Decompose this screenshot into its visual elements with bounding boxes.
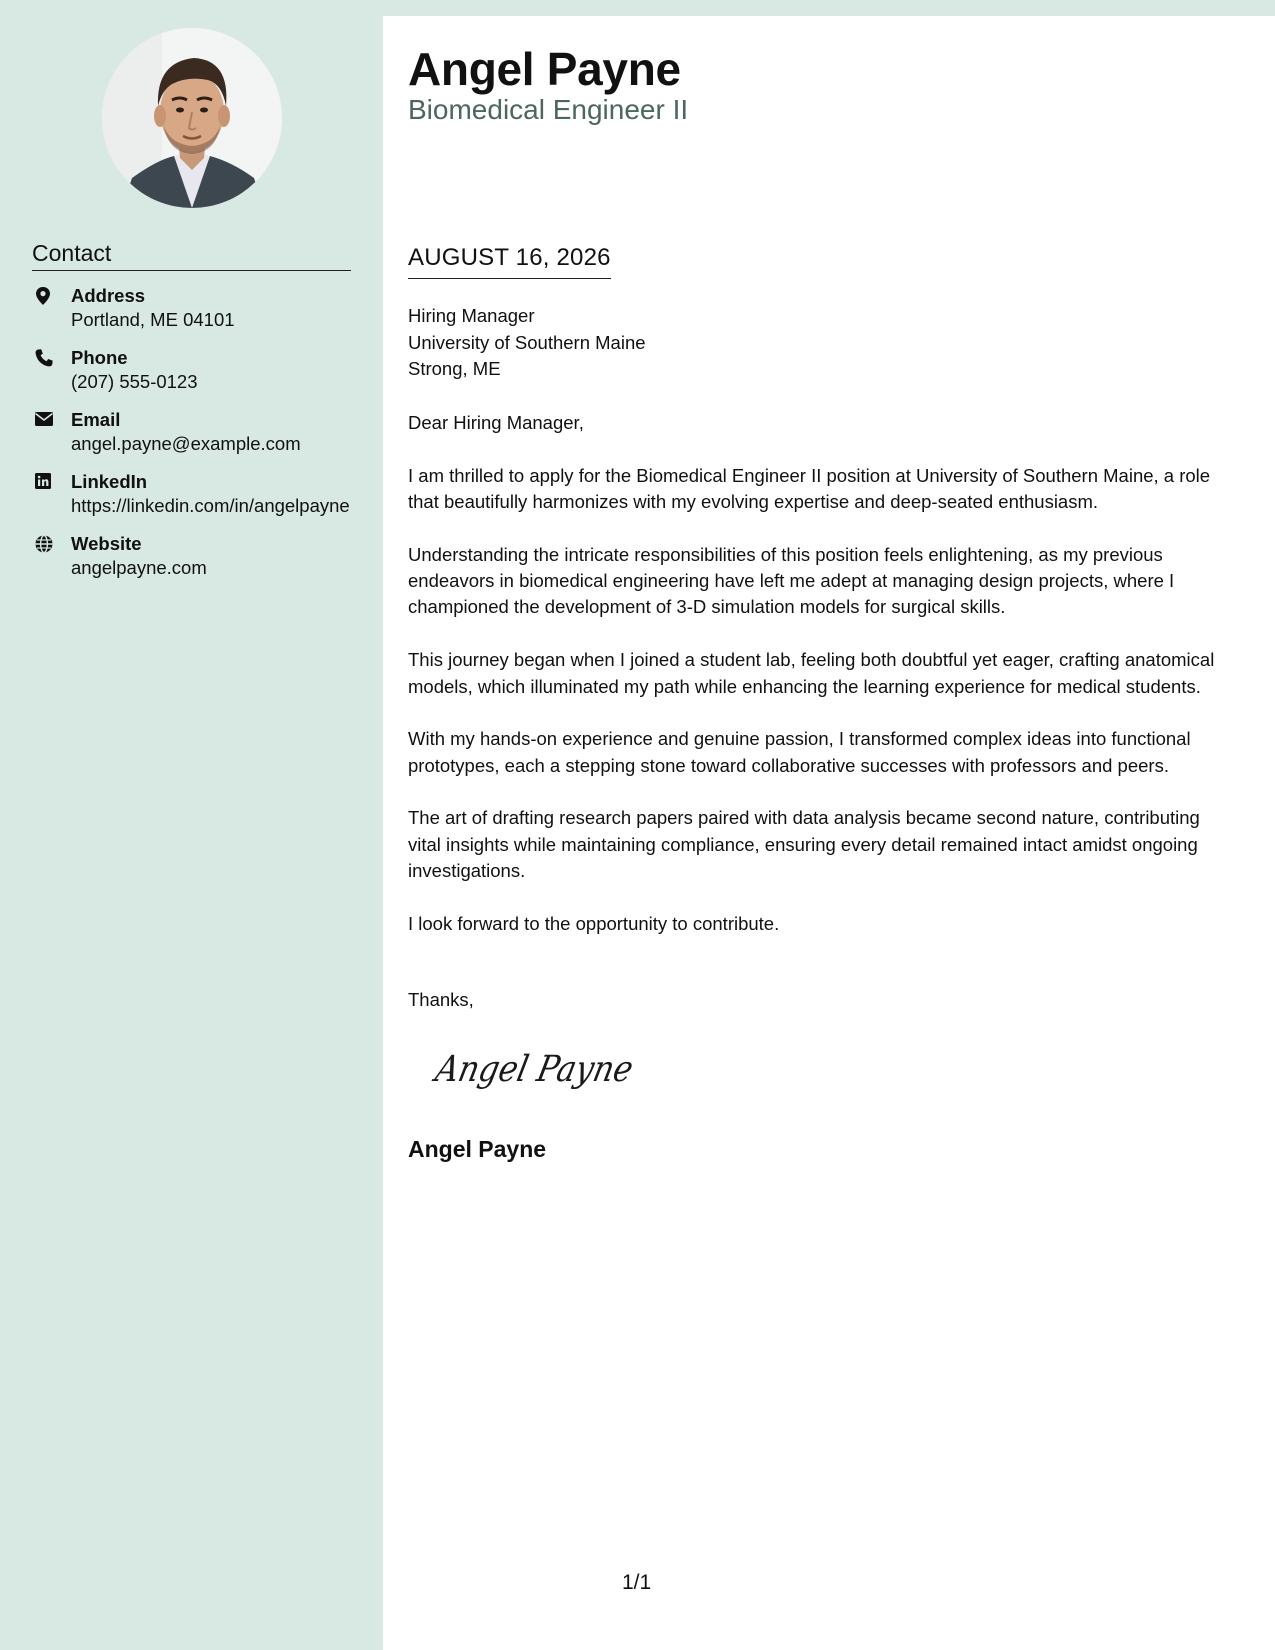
contact-label: Website xyxy=(71,533,142,554)
contact-label: LinkedIn xyxy=(71,471,148,492)
contact-list xyxy=(32,284,352,594)
globe-icon xyxy=(34,534,52,552)
recipient-block xyxy=(408,303,1228,383)
body-paragraph: I am thrilled to apply for the Biomedical Engineer II position at University of Southern Maine, a role that beautifully harmonizes with my evolving expertise and deep-seated enthusiasm. xyxy=(408,464,1211,513)
recipient-line: Strong, ME xyxy=(408,358,501,379)
contact-label: Email xyxy=(71,409,121,430)
body-paragraph: The art of drafting research papers paired with data analysis became second nature, contributing vital insights while maintaining compliance, ensuring every detail remained intact amidst ongoing investigations. xyxy=(408,807,1200,882)
recipient-line: Hiring Manager xyxy=(408,305,535,326)
email-value[interactable]: angel.payne@example.com xyxy=(71,433,301,454)
phone-icon xyxy=(34,348,52,366)
contact-label: Address xyxy=(71,285,146,306)
body-paragraph: With my hands-on experience and genuine passion, I transformed complex ideas into functional prototypes, each a stepping stone toward collaborative successes with professors and peers. xyxy=(408,728,1191,776)
page-number: 1/1 xyxy=(622,1571,652,1594)
salutation: Dear Hiring Manager, xyxy=(408,412,584,433)
contact-item-address xyxy=(32,284,352,332)
letter-date: AUGUST 16, 2026 xyxy=(408,244,611,279)
job-title: Biomedical Engineer II xyxy=(408,94,689,125)
recipient-line: University of Southern Maine xyxy=(408,331,646,353)
contact-label: Phone xyxy=(71,347,128,368)
profile-photo xyxy=(102,28,282,208)
contact-item-email xyxy=(32,408,352,456)
map-pin-icon xyxy=(34,286,52,304)
website-value[interactable]: angelpayne.com xyxy=(71,557,207,578)
address-value: Portland, ME 04101 xyxy=(71,309,235,330)
body-paragraph: This journey began when I joined a student lab, feeling both doubtful yet eager, crafting anatomical models, which illuminated my path while enhancing the learning experience for medical students. xyxy=(408,649,1215,697)
body-paragraph: Understanding the intricate responsibilities of this position feels enlightening, as my previous endeavors in biomedical engineering have left me adept at managing design projects, where I championed the development of 3-D simulation models for surgical skills. xyxy=(408,543,1175,618)
contact-item-phone xyxy=(32,346,352,394)
applicant-name: Angel Payne xyxy=(408,43,681,95)
linkedin-value[interactable]: https://linkedin.com/in/angelpayne xyxy=(71,495,350,516)
svg-text:Angel Payne: Angel Payne xyxy=(432,1047,650,1090)
envelope-icon xyxy=(34,410,52,428)
contact-heading: Contact xyxy=(32,240,351,271)
signature-image xyxy=(430,1043,650,1095)
contact-item-website xyxy=(32,532,352,580)
linkedin-icon xyxy=(34,472,52,490)
body-paragraph: I look forward to the opportunity to contribute. xyxy=(408,912,780,934)
letter-body xyxy=(408,410,1234,964)
contact-item-linkedin xyxy=(32,470,352,518)
closing: Thanks, xyxy=(408,989,474,1010)
phone-value: (207) 555-0123 xyxy=(71,371,198,392)
sidebar xyxy=(0,0,383,1650)
signed-name: Angel Payne xyxy=(408,1136,547,1162)
